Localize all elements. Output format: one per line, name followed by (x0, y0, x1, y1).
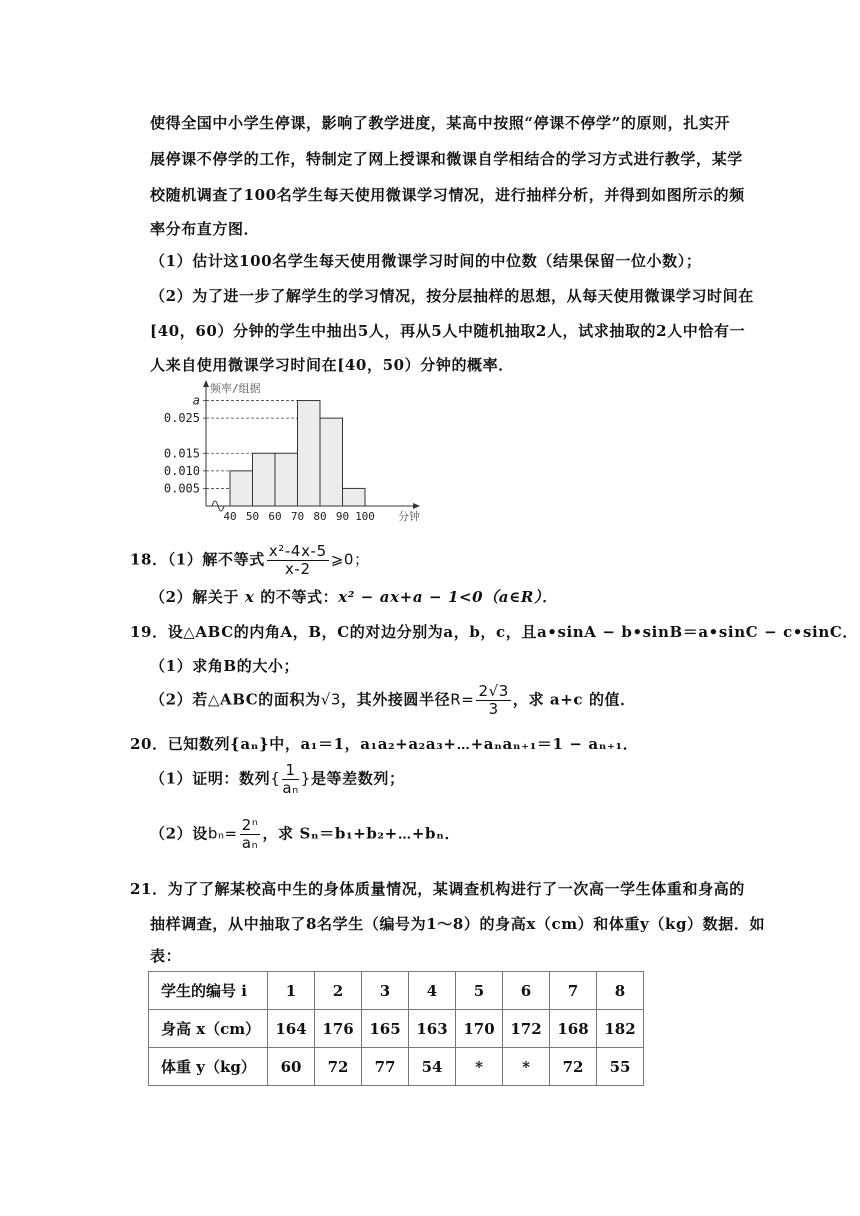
q20-s2-suffix: ，求 Sₙ＝b₁+b₂+⋯+bₙ． (262, 824, 461, 843)
y-tick-label: 0.010 (163, 463, 200, 478)
table-cell: 55 (597, 1048, 644, 1086)
table-cell: 60 (268, 1048, 315, 1086)
q18-s1-prefix: （1）解不等式 (167, 550, 265, 569)
table-cell: 168 (550, 1010, 597, 1048)
q21-paragraph-line-1: 为了了解某校高中生的身体质量情况，某调查机构进行了一次高一学生体重和身高的 (167, 880, 745, 898)
table-cell: 170 (456, 1010, 503, 1048)
q20-fraction-numerator: 1 (282, 762, 298, 780)
table-cell: 2 (315, 972, 362, 1010)
frequency-histogram (140, 380, 430, 528)
x-tick-label: 70 (290, 510, 305, 523)
question-18-line-1 (130, 543, 370, 578)
q20-b-label: bₙ= (207, 824, 238, 843)
y-tick-label: 0.005 (163, 481, 200, 496)
y-tick-label: a (192, 393, 200, 408)
table-cell: 3 (362, 972, 409, 1010)
table-row-label: 学生的编号 i (149, 972, 268, 1010)
q18-fraction-numerator: x²-4x-5 (268, 542, 327, 560)
q17-subquestion-1: （1）估计这100名学生每天使用微课学习时间的中位数（结果保留一位小数）； (150, 252, 702, 270)
q17-subquestion-2-line-2: [40，60）分钟的学生中抽出5人，再从5人中随机抽取2人，试求抽取的2人中恰有一 (150, 322, 746, 340)
q19-subquestion-1: （1）求角B的大小； (150, 657, 300, 675)
histogram-bar (343, 488, 366, 506)
q19-r-label: R= (450, 690, 475, 709)
q20-b-numerator: 2ⁿ (241, 816, 259, 834)
q19-subquestion-2 (150, 683, 636, 718)
table-row-label: 体重 y（kg） (149, 1048, 268, 1086)
y-axis-label: 频率/组据 (210, 382, 261, 395)
table-cell: 6 (503, 972, 550, 1010)
q17-paragraph-line-1: 使得全国中小学生停课，影响了教学进度，某高中按照“停课不停学”的原则，扎实开 (150, 114, 731, 132)
table-cell: 4 (409, 972, 456, 1010)
question-number: 20． (130, 735, 168, 753)
q21-paragraph-line-2: 抽样调查，从中抽取了8名学生（编号为1～8）的身高x（cm）和体重y（kg）数据．如 (150, 915, 766, 933)
table-cell: 54 (409, 1048, 456, 1086)
q20-subquestion-1: （1）证明：数列{ $\frac{1}{\text{aₙ}}$ }是等差数列； (150, 761, 405, 797)
q21-paragraph-line-3: 表： (150, 947, 182, 965)
q20-sequence-fraction (282, 762, 298, 797)
question-18-line-2 (150, 586, 558, 607)
q17-paragraph-line-4: 率分布直方图． (150, 220, 260, 238)
table-cell: 182 (597, 1010, 644, 1048)
q20-b-denominator: aₙ (241, 834, 259, 852)
x-tick-label: 100 (355, 510, 375, 523)
q17-subquestion-2-line-3: 人来自使用微课学习时间在[40，50）分钟的概率． (150, 356, 514, 374)
table-cell: 164 (268, 1010, 315, 1048)
question-21-line-1 (130, 878, 745, 899)
table-cell: 1 (268, 972, 315, 1010)
table-cell: 176 (315, 1010, 362, 1048)
y-tick-label: 0.025 (163, 411, 200, 426)
x-axis-arrow (413, 503, 420, 509)
question-number: 21． (130, 880, 168, 898)
q20-s1-prefix: （1）证明：数列 (150, 769, 271, 788)
x-tick-label: 40 (223, 510, 237, 523)
q20-b-fraction (240, 817, 261, 852)
table-row-label: 身高 x（cm） (149, 1010, 268, 1048)
q18-fraction-denominator: x-2 (284, 560, 311, 578)
q19-sqrt3: √3 (320, 690, 342, 709)
table-cell: * (503, 1048, 550, 1086)
histogram-bar (298, 401, 321, 506)
question-20-stem (130, 733, 638, 754)
table-cell: 163 (409, 1010, 456, 1048)
question-19-stem (130, 621, 858, 642)
x-tick-label: 60 (268, 510, 282, 523)
q20-fraction-denominator: aₙ (282, 779, 299, 797)
q18-inequality: x² − ax+a − 1<0（a∈R）． (338, 588, 558, 606)
q18-variable-x: x (244, 588, 255, 606)
q20-subquestion-2 (150, 817, 460, 852)
table-cell: 72 (550, 1048, 597, 1086)
table-cell: 8 (597, 972, 644, 1010)
table-cell: 7 (550, 972, 597, 1010)
q19-s2-suffix: ，求 a+c 的值． (512, 690, 636, 709)
q19-s2-mid: ，其外接圆半径 (341, 690, 451, 709)
q19-stem-text: 设△ABC的内角A，B，C的对边分别为a，b，c，且a•sinA − b•sinB＝a•sinC − c•sinC． (167, 623, 858, 641)
x-tick-label: 50 (245, 510, 260, 523)
question-number: 18． (130, 550, 168, 569)
q17-paragraph-line-3: 校随机调查了100名学生每天使用微课学习情况，进行抽样分析，并得到如图所示的频 (150, 186, 745, 204)
table-cell: * (456, 1048, 503, 1086)
q19-radius-numerator: 2√3 (478, 682, 509, 700)
q20-stem-text: 已知数列{aₙ}中，a₁＝1，a₁a₂+a₂a₃+⋯+aₙaₙ₊₁＝1 − aₙ₊₁． (167, 735, 639, 753)
q17-subquestion-2-line-1: （2）为了进一步了解学生的学习情况，按分层抽样的思想，从每天使用微课学习时间在 (150, 287, 754, 305)
height-weight-table (148, 971, 644, 1086)
q19-radius-fraction (476, 683, 510, 718)
table-cell: 5 (456, 972, 503, 1010)
q18-s2-prefix: （2）解关于 (150, 588, 240, 606)
table-row (149, 972, 644, 1010)
y-tick-label: 0.015 (163, 446, 200, 461)
table-cell: 77 (362, 1048, 409, 1086)
table-cell: 172 (503, 1010, 550, 1048)
table-cell: 165 (362, 1010, 409, 1048)
q17-paragraph-line-2: 展停课不停学的工作，特制定了网上授课和微课自学相结合的学习方式进行教学，某学 (150, 150, 743, 168)
table-row (149, 1048, 644, 1086)
q18-fraction (267, 543, 329, 578)
q18-s2-mid: 的不等式： (260, 588, 339, 606)
y-axis-arrow (203, 380, 209, 387)
q18-s1-suffix: ⩾0； (330, 550, 370, 569)
histogram-bar (230, 471, 253, 506)
q20-s1-suffix: 是等差数列； (310, 769, 405, 788)
table-cell: 72 (315, 1048, 362, 1086)
q20-s2-prefix: （2）设 (150, 824, 208, 843)
x-tick-label: 80 (313, 510, 327, 523)
question-number: 19． (130, 623, 168, 641)
histogram-bar (320, 418, 343, 506)
histogram-bar (275, 453, 298, 506)
x-axis-label: 分钟 (398, 510, 420, 523)
histogram-bar (253, 453, 276, 506)
histogram-bars (230, 401, 365, 506)
q19-s2-prefix: （2）若△ABC的面积为 (150, 690, 321, 709)
x-tick-label: 90 (335, 510, 350, 523)
table-row (149, 1010, 644, 1048)
q19-radius-denominator: 3 (488, 700, 499, 718)
